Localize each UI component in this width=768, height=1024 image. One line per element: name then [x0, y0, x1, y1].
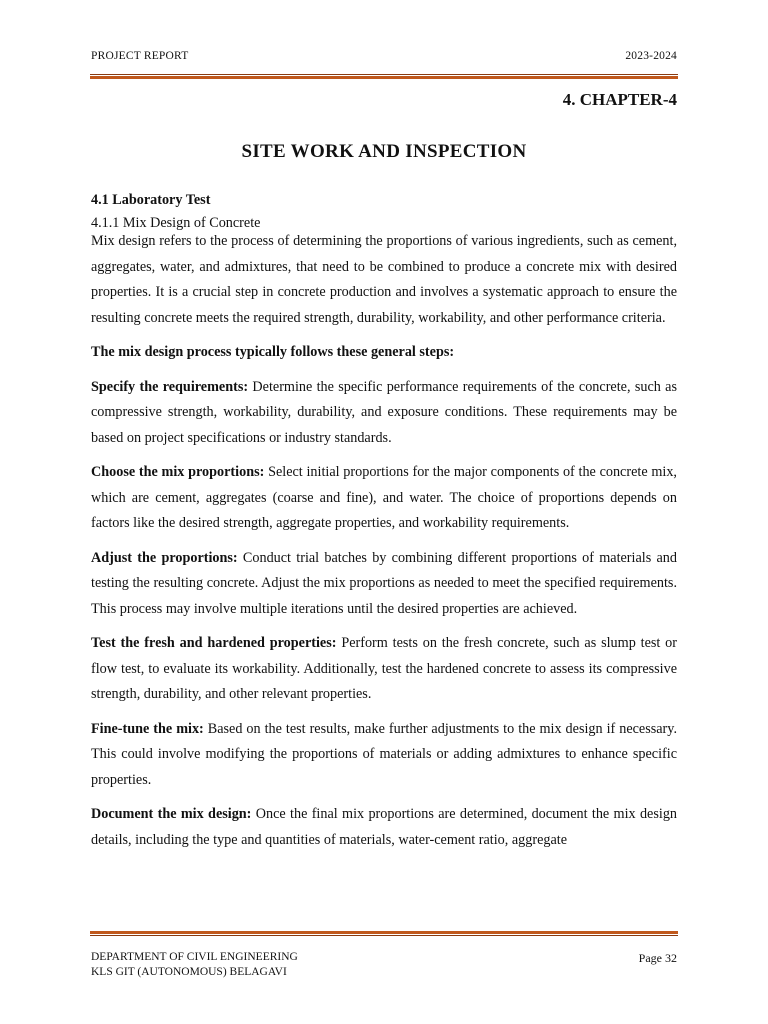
footer-institution: KLS GIT (AUTONOMOUS) BELAGAVI — [91, 966, 287, 978]
step-text: Select initial proportions for the major components of the concrete mix, which are cement, aggregates (coarse and fine), and water. The choice of proportions depends on factors like the desired strength, aggregate properties, and workability requirements. — [91, 464, 677, 531]
page-header — [91, 50, 677, 66]
step-term: Test the fresh and hardened properties: — [91, 635, 337, 651]
footer-rule-thin — [90, 935, 678, 936]
step-text: Determine the specific performance requirements of the concrete, such as compressive strength, workability, durability, and exposure conditions. These requirements may be based on project specifications or industry standards. — [91, 378, 677, 446]
step-text: Based on the test results, make further adjustments to the mix design if necessary. This could involve modifying the proportions of materials or adding admixtures to enhance specific properties. — [91, 720, 677, 788]
step-paragraph — [91, 631, 677, 708]
step-text: Once the final mix proportions are determined, document the mix design details, including the type and quantities of materials, water-cement ratio, aggregate — [91, 806, 678, 848]
step-paragraph — [91, 375, 677, 452]
step-term: Document the mix design: — [91, 806, 252, 822]
step-term: Fine-tune the mix: — [91, 720, 204, 737]
header-title: PROJECT REPORT — [91, 50, 189, 62]
chapter-heading: 4. CHAPTER-4 — [562, 90, 677, 109]
footer-department: DEPARTMENT OF CIVIL ENGINEERING — [91, 951, 298, 963]
step-term: Choose the mix proportions: — [91, 464, 265, 480]
step-paragraph — [91, 460, 677, 537]
header-rule-thick — [90, 76, 678, 79]
intro-paragraph: Mix design refers to the process of determining the proportions of various ingredients, such as cement, aggregates, water, and admixtures, that need to be combined to produce a concrete mix with desired properties. It is a crucial step in concrete production and involves a systematic approach to ensure the resulting concrete meets the required strength, durability, workability, and other performance criteria. — [91, 233, 677, 326]
step-term: Specify the requirements: — [91, 378, 249, 395]
footer-rule-thick — [90, 931, 678, 934]
step-paragraph — [91, 546, 677, 623]
header-year: 2023-2024 — [625, 50, 677, 62]
step-paragraph — [91, 802, 677, 853]
step-text: Perform tests on the fresh concrete, such as slump test or flow test, to evaluate its workability. Additionally, test the hardened concrete to assess its compressive strength, durability, and other relevant properties. — [91, 635, 677, 702]
subsection-heading: 4.1.1 Mix Design of Concrete — [91, 215, 261, 231]
step-term: Adjust the proportions: — [91, 549, 238, 566]
page-title: SITE WORK AND INSPECTION — [241, 141, 527, 162]
page-footer — [91, 950, 677, 980]
section-heading: 4.1 Laboratory Test — [91, 192, 211, 208]
step-text: Conduct trial batches by combining different proportions of materials and testing the resulting concrete. Adjust the mix proportions as needed to meet the specified requirements. This process may involve multiple iterations until the desired properties are achieved. — [91, 549, 677, 617]
page-number: Page 32 — [638, 951, 677, 965]
step-paragraph — [91, 717, 677, 794]
header-rule-thin — [90, 74, 678, 75]
body-content — [91, 190, 677, 853]
steps-heading: The mix design process typically follows these general steps: — [91, 344, 455, 360]
